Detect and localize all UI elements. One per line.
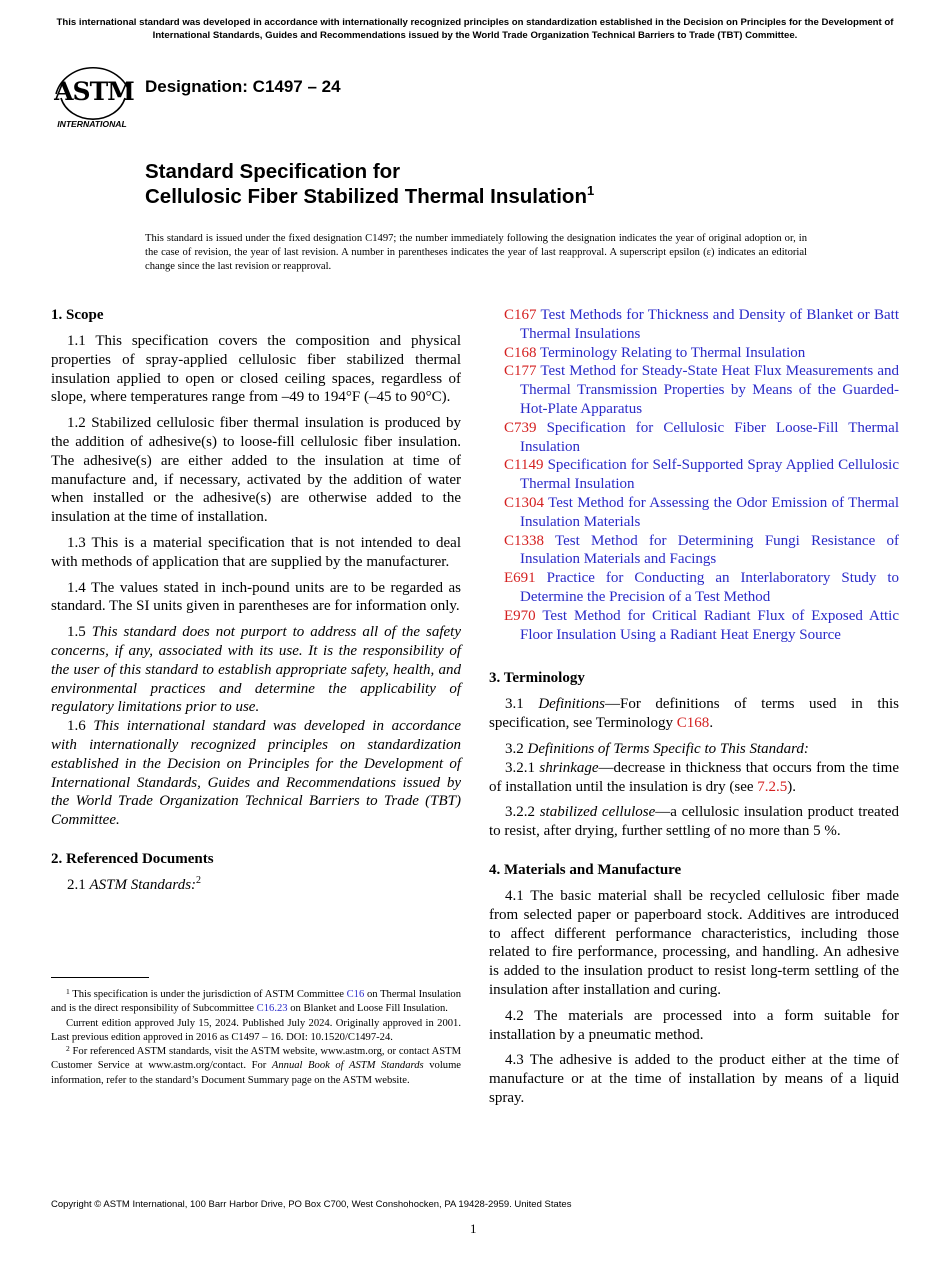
- astm-logo: [52, 56, 136, 132]
- section-heading-scope: 1. Scope: [51, 307, 104, 323]
- issuance-note: This standard is issued under the fixed designation C1497; the number immediately following the designation indicates the year of original adoption or, in the case of revision, the year of last revision. A number in parentheses indicates the year of last reapproval. A superscript epsilon (ε) indicates an editorial change since the last revision or reapproval.: [145, 233, 807, 272]
- paragraph-1-1: 1.1 This specification covers the composition and physical properties of spray-applied cellulosic fiber stabilized thermal insulation applied to open or closed ceiling spaces, regardless of slope, where temperatures range from –49 to 194°F (–45 to 90°C).: [51, 333, 461, 406]
- link-c16[interactable]: C16: [346, 989, 365, 1000]
- paragraph-3-2-1: 3.2.1 shrinkage—decrease in thickness that occurs from the time of installation until the insulation is dry (see 7.2.5).: [489, 759, 900, 795]
- top-notice: This international standard was developed in accordance with internationally recognized principles on standardization established in the Decision on Principles for the Development of International Standards, Guides and Recommendations issued by the World Trade Organization Technical Barriers to Trade (TBT) Committee.: [56, 17, 894, 41]
- paragraph-3-2-2: 3.2.2 stabilized cellulose—a cellulosic insulation product treated to resist, after drying, further settling of no more than 5 %.: [489, 804, 899, 840]
- copyright-notice: Copyright © ASTM International, 100 Barr Harbor Drive, PO Box C700, West Conshohocken, PA 19428-2959. United States: [51, 1199, 572, 1210]
- paragraph-4-3: 4.3 The adhesive is added to the product either at the time of manufacture or at the time of installation by means of a liquid spray.: [489, 1052, 899, 1106]
- reference-item[interactable]: E691 Practice for Conducting an Interlaboratory Study to Determine the Precision of a Test Method: [504, 570, 899, 605]
- reference-list: [489, 306, 899, 644]
- designation: Designation: C1497 – 24: [145, 77, 341, 96]
- paragraph-1-6: 1.6 This international standard was developed in accordance with internationally recognized principles on standardization established in the Decision on Principles for the Development of International Standards, Guides and Recommendations issued by the World Trade Organization Technical Barriers to Trade (TBT) Committee.: [51, 718, 462, 829]
- page-title: [145, 159, 845, 209]
- section-heading-materials: 4. Materials and Manufacture: [489, 861, 682, 878]
- svg-text:ASTM: ASTM: [54, 77, 134, 106]
- reference-item[interactable]: E970 Test Method for Critical Radiant Flux of Exposed Attic Floor Insulation Using a Radiant Heat Energy Source: [504, 607, 899, 643]
- footnotes: [51, 988, 461, 1088]
- footnote-1-edition: Current edition approved July 15, 2024. Published July 2024. Originally approved in 2001. Last previous edition approved in 2016 as C1497 – 16. DOI: 10.1520/C1497-24.: [51, 1017, 461, 1043]
- footnote-divider: [51, 977, 149, 978]
- paragraph-1-2: 1.2 Stabilized cellulosic fiber thermal insulation is produced by the addition of adhesive(s) to loose-fill cellulosic fiber insulation. The adhesive(s) are either added to the insulation at time of manufacture and, if necessary, activated by the addition of water when installed or the adhesive(s) are otherwise added to the insulation at the time of installation.: [51, 415, 461, 526]
- paragraph-2-1: 2.1 ASTM Standards:$^2$: [67, 874, 202, 893]
- paragraph-4-2: 4.2 The materials are processed into a form suitable for installation by a pneumatic method.: [489, 1007, 899, 1043]
- reference-item[interactable]: C168 Terminology Relating to Thermal Insulation: [504, 344, 806, 361]
- link-c168[interactable]: C168: [676, 715, 710, 732]
- right-column: [489, 306, 899, 1115]
- paragraph-4-1: 4.1 The basic material shall be recycled cellulosic fiber made from selected paper or paperboard stock. Additives are introduced to affect different performance characteristics, including those related to fire performance, processing, and handling. An adhesive is added to the insulation product to resist long-term settling of the insulation after installation and curing.: [489, 887, 899, 998]
- footnote-1: $^1$ This specification is under the jurisdiction of ASTM Committee C16 on Thermal Insulation and is the direct responsibility of Subcommittee C16.23 on Blanket and Loose Fill Insulation.: [51, 987, 462, 1015]
- section-heading-terminology: 3. Terminology: [489, 670, 585, 687]
- paragraph-1-5: 1.5 This standard does not purport to address all of the safety concerns, if any, associated with its use. It is the responsibility of the user of this standard to establish appropriate safety, health, and environmental practices and determine the applicability of regulatory limitations prior to use.: [51, 624, 462, 716]
- paragraph-3-1: 3.1 Definitions—For definitions of terms used in this specification, see Terminology C168.: [489, 696, 899, 732]
- title-footnote-mark: 1: [586, 183, 595, 198]
- link-7-2-5[interactable]: 7.2.5: [757, 778, 788, 795]
- paragraph-3-2: 3.2 Definitions of Terms Specific to This Standard:: [505, 740, 809, 757]
- left-column: [51, 306, 461, 902]
- reference-item[interactable]: C1338 Test Method for Determining Fungi Resistance of Insulation Materials and Facings: [504, 532, 899, 568]
- title-line-2: Cellulosic Fiber Stabilized Thermal Insulation$^1$: [145, 183, 595, 208]
- footnote-2: $^2$ For referenced ASTM standards, visit the ASTM website, www.astm.org, or contact ASTM Customer Service at www.astm.org/contact. For Annual Book of ASTM Standards volume information, refer to the standard’s Document Summary page on the ASTM website.: [51, 1044, 462, 1086]
- reference-item[interactable]: C1304 Test Method for Assessing the Odor Emission of Thermal Insulation Materials: [504, 494, 899, 530]
- paragraph-1-4: 1.4 The values stated in inch-pound units are to be regarded as standard. The SI units given in parentheses are for information only.: [51, 579, 461, 615]
- paragraph-1-3: 1.3 This is a material specification that is not intended to deal with methods of application that are supplied by the manufacturer.: [51, 534, 461, 570]
- reference-item[interactable]: C739 Specification for Cellulosic Fiber Loose-Fill Thermal Insulation: [504, 419, 900, 455]
- reference-item[interactable]: C1149 Specification for Self-Supported Spray Applied Cellulosic Thermal Insulation: [504, 457, 900, 493]
- section-heading-referenced-documents: 2. Referenced Documents: [51, 850, 214, 867]
- reference-item[interactable]: C167 Test Methods for Thickness and Density of Blanket or Batt Thermal Insulations: [504, 307, 900, 342]
- title-line-1: Standard Specification for: [145, 160, 401, 183]
- svg-text:INTERNATIONAL: INTERNATIONAL: [57, 119, 127, 129]
- link-c16-23[interactable]: C16.23: [256, 1003, 288, 1015]
- page-number: 1: [470, 1221, 477, 1236]
- reference-item[interactable]: C177 Test Method for Steady-State Heat Flux Measurements and Thermal Transmission Properties by Means of the Guarded-Hot-Plate Apparatus: [504, 363, 900, 417]
